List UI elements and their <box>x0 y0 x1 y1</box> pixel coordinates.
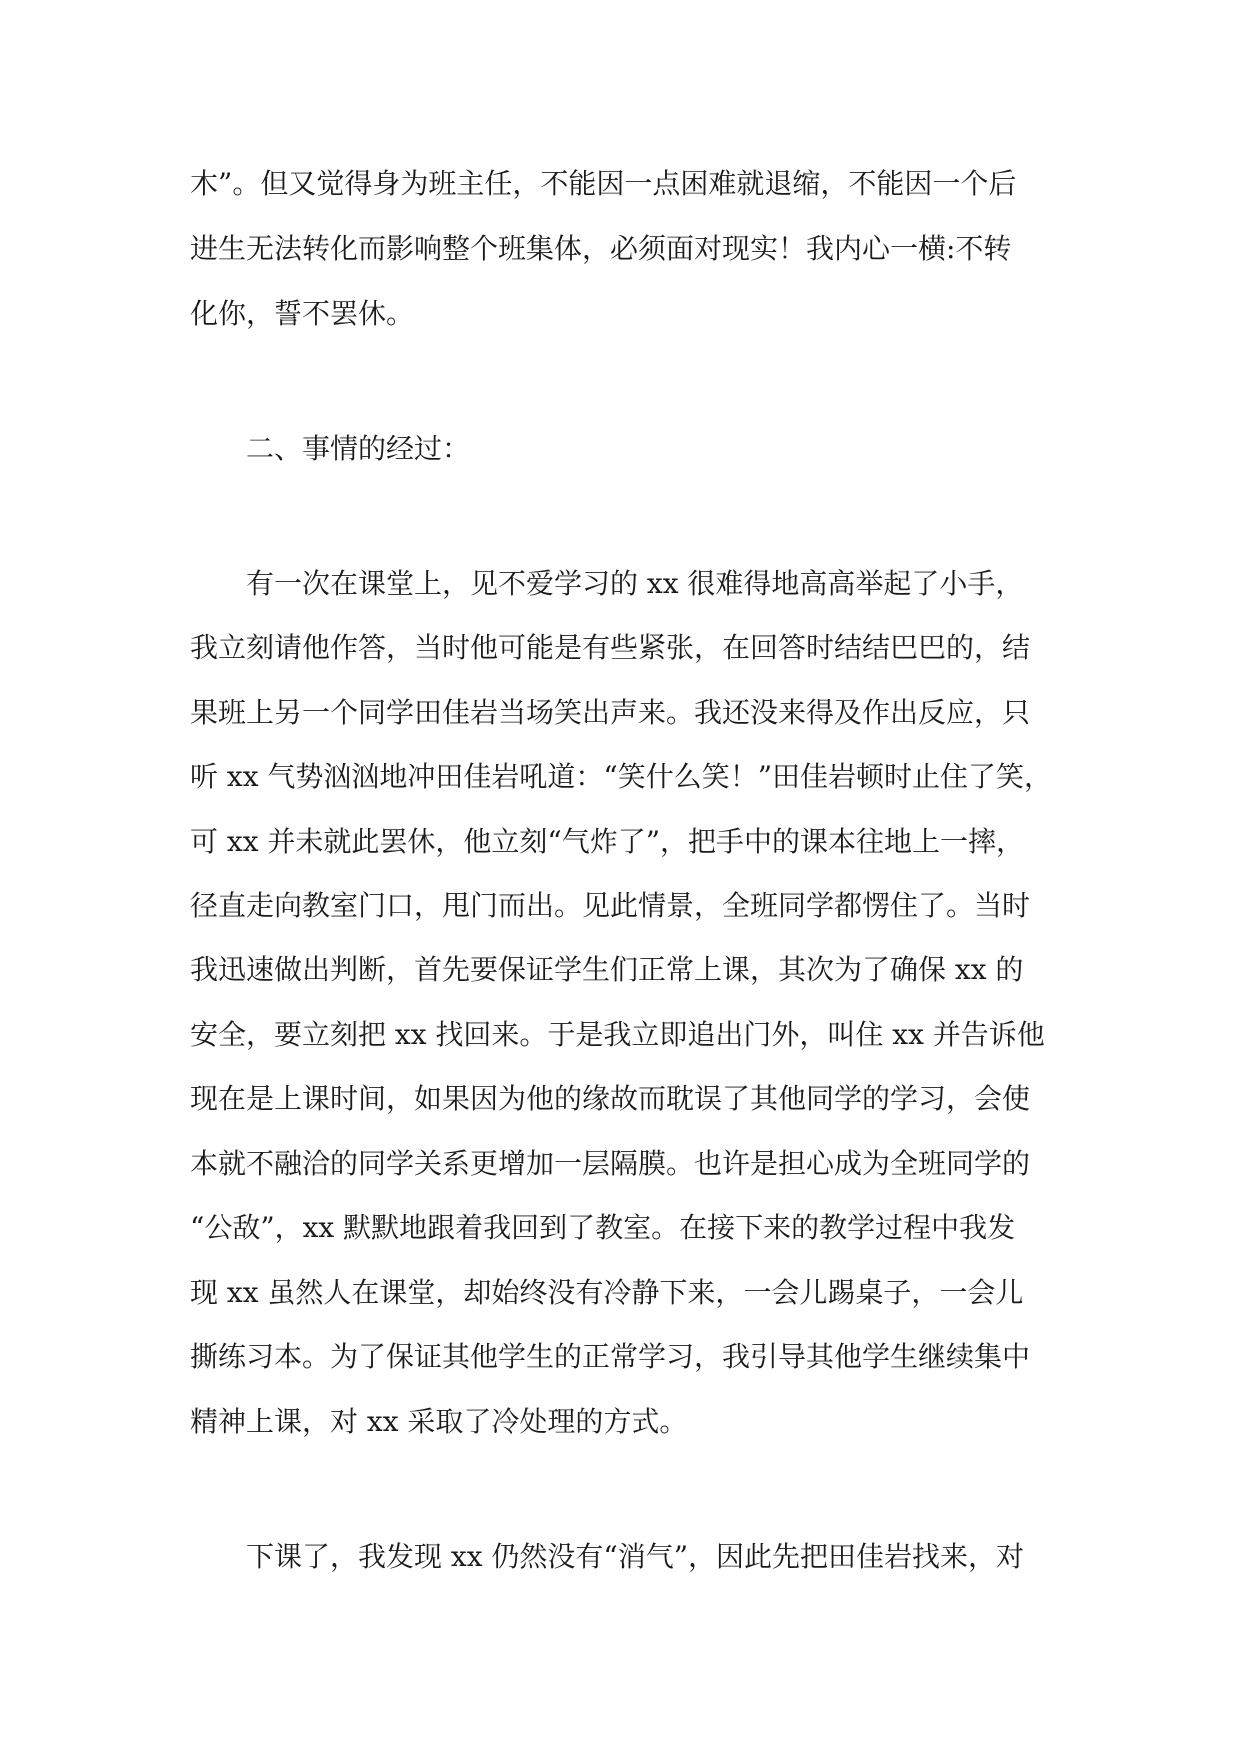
paragraph-2-line-13: 撕练习本。为了保证其他学生的正常学习，我引导其他学生继续集中 <box>190 1340 1031 1373</box>
paragraph-1-line-1: 木”。但又觉得身为班主任，不能因一点困难就退缩，不能因一个后 <box>190 167 1017 200</box>
paragraph-1-line-3: 化你，誓不罢休。 <box>190 297 415 330</box>
paragraph-2-line-9: 现在是上课时间，如果因为他的缘故而耽误了其他同学的学习，会使 <box>190 1082 1031 1115</box>
paragraph-2-line-5: 可 xx 并未就此罢休，他立刻“气炸了”，把手中的课本往地上一摔， <box>190 825 1025 858</box>
section-heading: 二、事情的经过： <box>246 432 471 465</box>
paragraph-2-line-7: 我迅速做出判断，首先要保证学生们正常上课，其次为了确保 xx 的 <box>190 953 1024 986</box>
paragraph-2-line-4: 听 xx 气势汹汹地冲田佳岩吼道：“笑什么笑！”田佳岩顿时止住了笑， <box>190 760 1053 793</box>
paragraph-2-line-3: 果班上另一个同学田佳岩当场笑出声来。我还没来得及作出反应，只 <box>190 696 1031 729</box>
paragraph-2-line-8: 安全，要立刻把 xx 找回来。于是我立即追出门外，叫住 xx 并告诉他 <box>190 1018 1045 1051</box>
paragraph-2-line-12: 现 xx 虽然人在课堂，却始终没有冷静下来，一会儿踢桌子，一会儿 <box>190 1276 1024 1309</box>
paragraph-2-line-11: “公敌”，xx 默默地跟着我回到了教室。在接下来的教学过程中我发 <box>190 1211 1016 1244</box>
paragraph-2-line-2: 我立刻请他作答，当时他可能是有些紧张，在回答时结结巴巴的，结 <box>190 631 1031 664</box>
paragraph-2-line-6: 径直走向教室门口，甩门而出。见此情景，全班同学都愣住了。当时 <box>190 889 1031 922</box>
paragraph-2-line-10: 本就不融洽的同学关系更增加一层隔膜。也许是担心成为全班同学的 <box>190 1147 1031 1180</box>
paragraph-3-line-1: 下课了，我发现 xx 仍然没有“消气”，因此先把田佳岩找来，对 <box>246 1540 1025 1573</box>
paragraph-1-line-2: 进生无法转化而影响整个班集体，必须面对现实！我内心一横:不转 <box>190 232 1012 265</box>
paragraph-2-line-1: 有一次在课堂上，见不爱学习的 xx 很难得地高高举起了小手， <box>246 567 1024 600</box>
paragraph-2-line-14: 精神上课，对 xx 采取了冷处理的方式。 <box>190 1405 688 1438</box>
